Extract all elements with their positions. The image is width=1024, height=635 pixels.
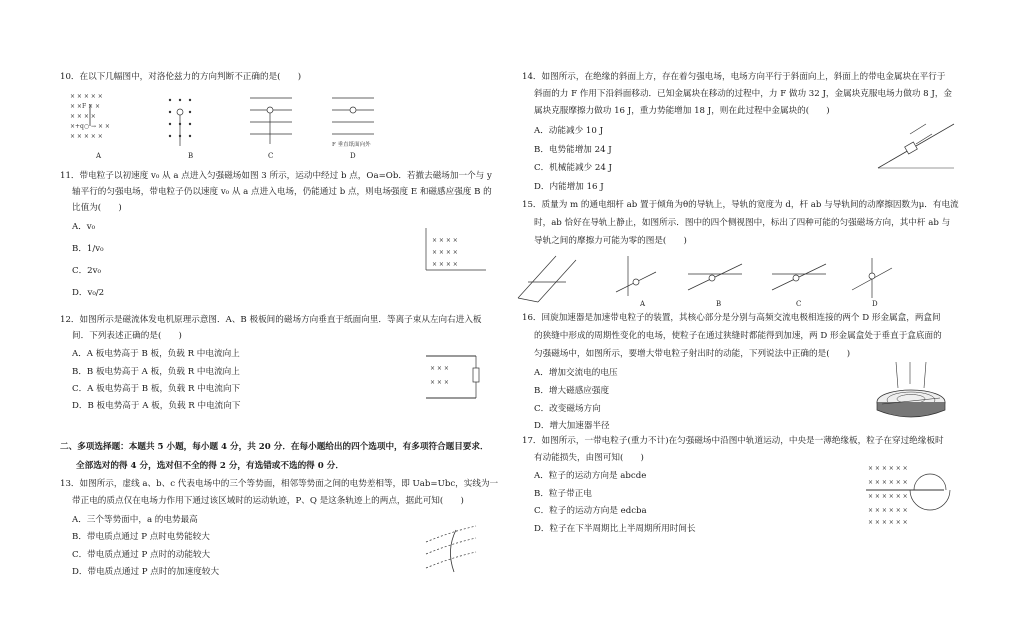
q12-line-2: 间．下列表述正确的是( ) — [72, 331, 182, 341]
q14-option-b[interactable]: B．电势能增加 24 J — [534, 145, 612, 155]
q15-figure-c — [772, 264, 826, 290]
q12-option-b[interactable]: B．B 板电势高于 A 板，负载 R 中电流向上 — [72, 367, 240, 377]
q10-figure-d — [332, 98, 374, 134]
q10-label-b: B — [188, 152, 194, 160]
q14-option-c[interactable]: C．机械能减少 24 J — [534, 163, 612, 173]
q15-label-b: B — [716, 300, 722, 308]
q12-option-d[interactable]: D．B 板电势高于 A 板，负载 R 中电流向下 — [72, 401, 241, 411]
svg-text:× × × × × ×: × × × × × × — [868, 479, 908, 486]
q15-label-a: A — [640, 300, 646, 308]
q15-label-c: C — [796, 300, 802, 308]
svg-text:× × × × ×: × × × × × — [70, 93, 103, 100]
svg-text:× × ×: × × × — [430, 379, 449, 386]
q13-option-c[interactable]: C．带电质点通过 P 点时的动能较大 — [72, 550, 211, 560]
q13-option-a[interactable]: A．三个等势面中，a 的电势最高 — [72, 515, 198, 525]
q16-option-b[interactable]: B．增大磁感应强度 — [534, 386, 610, 396]
svg-text:× × × ×: × × × × — [432, 237, 458, 244]
q12-line-1: 12．如图所示是磁流体发电机原理示意图．A、B 极板间的磁场方向垂直于纸面向里．等离子束从左向右进入板 — [60, 315, 482, 325]
svg-text:× × × × ×: × × × × × — [70, 133, 103, 140]
q11-option-b[interactable]: B．1/v₀ — [72, 244, 104, 254]
q15-label-d: D — [872, 300, 878, 308]
q15-figure-d — [852, 258, 892, 298]
svg-text:× × × × × ×: × × × × × × — [868, 465, 908, 472]
q16-option-a[interactable]: A．增加交流电的电压 — [534, 368, 618, 378]
q14-line-2: 斜面的力 F 作用下沿斜面移动．已知金属块在移动的过程中，力 F 做功 32 J，金属块克服电场力做功 8 J，金 — [534, 89, 953, 99]
q13-line-1: 13．如图所示，虚线 a、b、c 代表电场中的三个等势面，相邻等势面之间的电势差相等，即 Uab=Ubc，实线为一 — [60, 479, 499, 489]
q17-figure — [866, 460, 946, 528]
q17-option-d[interactable]: D．粒子在下半周期比上半周期所用时间长 — [534, 524, 696, 534]
q15-line-1: 15．质量为 m 的通电细杆 ab 置于倾角为θ的导轨上，导轨的宽度为 d，杆 ab 与导轨间的动摩擦因数为μ．有电流 — [522, 200, 959, 210]
svg-text:×+q○ → × ×: ×+q○ → × × — [70, 123, 110, 130]
q11-line-2: 轴平行的匀强电场，带电粒子仍以速度 v₀ 从 a 点进入电场，仍能通过 b 点，则电场强度 E 和磁感应强度 B 的 — [72, 187, 492, 197]
q17-option-b[interactable]: B．粒子带正电 — [534, 489, 592, 499]
svg-text:× × × × × ×: × × × × × × — [868, 493, 908, 500]
svg-text:× ×F × ×: × ×F × × — [70, 103, 100, 110]
q14-option-d[interactable]: D．内能增加 16 J — [534, 182, 604, 192]
q12-option-a[interactable]: A．A 板电势高于 B 板，负载 R 中电流向上 — [72, 349, 240, 359]
q10-figure-a — [70, 93, 110, 140]
svg-text:× × × × × ×: × × × × × × — [868, 519, 908, 526]
q11-line-1: 11．带电粒子以初速度 v₀ 从 a 点进入匀强磁场如图 3 所示，运动中经过 b 点，Oa=Ob．若撤去磁场加一个与 y — [60, 171, 492, 181]
svg-text:× × × ×: × × × × — [432, 249, 458, 256]
q17-line-1: 17．如图所示，一带电粒子(重力不计)在匀强磁场中沿图中轨道运动，中央是一薄绝缘板，粒子在穿过绝缘板时 — [522, 436, 944, 446]
q12-figure — [416, 348, 488, 406]
q14-line-1: 14．如图所示，在绝缘的斜面上方，存在着匀强电场，电场方向平行于斜面向上，斜面上的带电金属块在平行于 — [522, 72, 946, 82]
svg-text:× × ×: × × × — [430, 365, 449, 372]
q15-figures — [516, 252, 896, 308]
q15-figure-b — [688, 264, 742, 290]
q14-figure — [876, 120, 958, 172]
q16-figure — [872, 362, 952, 422]
q16-option-d[interactable]: D．增大加速器半径 — [534, 421, 610, 431]
q15-rails-figure — [518, 256, 576, 302]
q17-line-2: 有动能损失，由图可知( ) — [534, 453, 644, 463]
q13-option-d[interactable]: D．带电质点通过 P 点时的加速度较大 — [72, 567, 220, 577]
q17-option-c[interactable]: C．粒子的运动方向是 edcba — [534, 506, 647, 516]
q16-line-3: 匀强磁场中，如图所示，要增大带电粒子射出时的动能，下列说法中正确的是( ) — [534, 349, 851, 359]
q10-label-d: D — [350, 152, 356, 160]
section2-heading-line-1: 二、多项选择题：本题共 5 小题，每小题 4 分，共 20 分．在每小题给出的四个选项中，有多项符合题目要求． — [60, 442, 489, 452]
q15-line-2: 时，ab 恰好在导轨上静止，如图所示．图中的四个侧视图中，标出了四种可能的匀强磁场方向，其中杆 ab 与 — [534, 218, 951, 228]
q13-option-b[interactable]: B．带电质点通过 P 点时电势能较大 — [72, 532, 210, 542]
q11-option-a[interactable]: A．v₀ — [72, 222, 96, 232]
q14-line-3: 属块克服摩擦力做功 16 J，重力势能增加 18 J，则在此过程中金属块的( ) — [534, 106, 830, 116]
q16-line-2: 的狭缝中形成的周期性变化的电场，使粒子在通过狭缝时都能得到加速，两 D 形金属盒处于垂直于盒底面的 — [534, 331, 942, 341]
q10-figure-b — [169, 99, 191, 146]
q11-option-c[interactable]: C．2v₀ — [72, 266, 101, 276]
q14-option-a[interactable]: A．动能减少 10 J — [534, 126, 604, 136]
q13-line-2: 带正电的质点仅在电场力作用下通过该区域时的运动轨迹，P、Q 是这条轨迹上的两点，据此可知( ) — [72, 496, 464, 506]
svg-text:× × × × × ×: × × × × × × — [868, 507, 908, 514]
section2-heading-line-2: 全部选对的得 4 分，选对但不全的得 2 分，有选错或不选的得 0 分． — [76, 461, 344, 471]
q10-figures — [70, 90, 400, 162]
q16-line-1: 16．回旋加速器是加速带电粒子的装置，其核心部分是分别与高频交流电极相连接的两个 D 形金属盒，两盒间 — [522, 313, 941, 323]
q13-figure — [420, 524, 480, 578]
q10-label-d-caption: F 垂直纸面向外 — [332, 142, 371, 148]
q15-figure-a — [616, 256, 656, 296]
q11-option-d[interactable]: D．v₀/2 — [72, 288, 105, 298]
q16-option-c[interactable]: C．改变磁场方向 — [534, 404, 601, 414]
q15-line-3: 导轨之间的摩擦力可能为零的图是( ) — [534, 236, 687, 246]
q10-label-c: C — [268, 152, 274, 160]
q17-option-a[interactable]: A．粒子的运动方向是 abcde — [534, 471, 647, 481]
q11-figure — [418, 226, 488, 274]
svg-text:× × × ×: × × × × — [432, 261, 458, 268]
q11-line-3: 比值为( ) — [72, 203, 122, 213]
q10-stem: 10．在以下几幅图中，对洛伦兹力的方向判断不正确的是( ) — [60, 72, 302, 82]
svg-text:× × × ×: × × × × — [70, 113, 96, 120]
q12-option-c[interactable]: C．A 板电势高于 B 板，负载 R 中电流向下 — [72, 384, 241, 394]
q10-figure-c — [250, 98, 292, 144]
q10-label-a: A — [96, 152, 102, 160]
